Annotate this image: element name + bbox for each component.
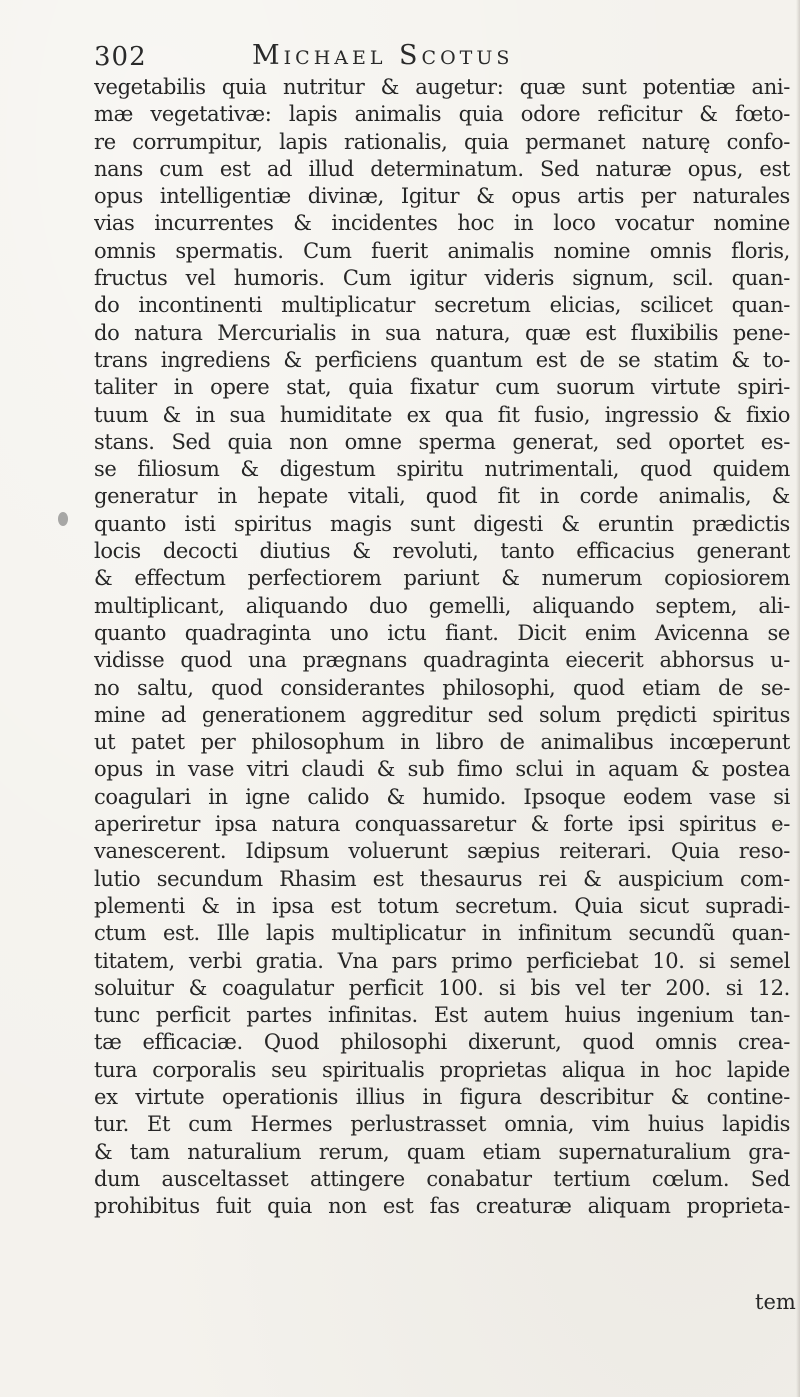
text-line: prohibitus fuit quia non est fas creaturæ aliquam proprieta- [94,1194,790,1219]
text-line: no saltu, quod considerantes philosophi, quod etiam de se- [94,675,790,700]
running-head [94,38,794,78]
text-line: multiplicant, aliquando duo gemelli, aliquando septem, ali- [94,593,790,618]
text-line: do natura Mercurialis in sua natura, quæ est fluxibilis pene- [94,320,790,345]
text-line: generatur in hepate vitali, quod fit in corde animalis, & [94,484,790,509]
text-line: tunc perficit partes infinitas. Est autem huius ingenium tan- [94,1003,790,1028]
text-line: se filiosum & digestum spiritu nutrimentali, quod quidem [94,457,790,482]
text-line: titatem, verbi gratia. Vna pars primo perficiebat 10. si semel [94,948,790,973]
text-line: omnis spermatis. Cum fuerit animalis nomine omnis floris, [94,238,790,263]
text-line: do incontinenti multiplicatur secretum elicias, scilicet quan- [94,293,790,318]
text-line: nans cum est ad illud determinatum. Sed naturæ opus, est [94,156,790,181]
text-line: mæ vegetativæ: lapis animalis quia odore reficitur & fœto- [94,102,790,127]
text-line: & effectum perfectiorem pariunt & numerum copiosiorem [94,566,790,591]
body-text [94,74,790,1220]
catchword: tem [755,1290,796,1314]
text-line: soluitur & coagulatur perficit 100. si bis vel ter 200. si 12. [94,975,790,1000]
text-line: & tam naturalium rerum, quam etiam supernaturalium gra- [94,1139,790,1164]
text-line: plementi & in ipsa est totum secretum. Quia sicut supradi- [94,893,790,918]
text-line: vegetabilis quia nutritur & augetur: quæ sunt potentiæ ani- [94,75,790,99]
text-line: locis decocti diutius & revoluti, tanto efficacius generant [94,539,790,564]
text-line: lutio secundum Rhasim est thesaurus rei & auspicium com- [94,866,790,891]
text-line: taliter in opere stat, quia fixatur cum suorum virtute spiri- [94,375,790,400]
text-line: fructus vel humoris. Cum igitur videris signum, scil. quan- [94,266,790,291]
text-line: trans ingrediens & perficiens quantum est de se statim & to- [94,347,790,372]
text-line: vias incurrentes & incidentes hoc in loco vocatur nomine [94,211,790,236]
text-line: dum ausceltasset attingere conabatur tertium cœlum. Sed [94,1166,790,1191]
text-line: aperiretur ipsa natura conquassaretur & forte ipsi spiritus e- [94,812,790,837]
text-line: tæ efficaciæ. Quod philosophi dixerunt, quod omnis crea- [94,1030,790,1055]
ink-blot [58,512,68,526]
text-line: opus intelligentiæ divinæ, Igitur & opus artis per naturales [94,184,790,209]
text-line: ctum est. Ille lapis multiplicatur in infinitum secundũ quan- [94,921,790,946]
text-line: vidisse quod una prægnans quadraginta eiecerit abhorsus u- [94,648,790,673]
text-line: vanescerent. Idipsum voluerunt sæpius reiterari. Quia reso- [94,839,790,864]
text-line: tuum & in sua humiditate ex qua fit fusio, ingressio & fixio [94,402,790,427]
running-title: Michael Scotus [252,40,514,71]
text-line: tura corporalis seu spiritualis proprietas aliqua in hoc lapide [94,1057,790,1082]
page-number: 302 [94,42,147,72]
text-line: opus in vase vitri claudi & sub fimo sclui in aquam & postea [94,757,790,782]
text-line: quanto quadraginta uno ictu fiant. Dicit enim Avicenna se [94,620,790,645]
text-line: mine ad generationem aggreditur sed solum prędicti spiritus [94,702,790,727]
text-line: tur. Et cum Hermes perlustrasset omnia, vim huius lapidis [94,1112,790,1137]
page-edge-shadow [796,0,800,1397]
text-line: ex virtute operationis illius in figura describitur & contine- [94,1084,790,1109]
text-line: coagulari in igne calido & humido. Ipsoque eodem vase si [94,784,790,809]
text-line: quanto isti spiritus magis sunt digesti & eruntin prædictis [94,511,790,536]
text-line: stans. Sed quia non omne sperma generat, sed oportet es- [94,429,790,454]
text-line: re corrumpitur, lapis rationalis, quia permanet naturę confo- [94,129,790,154]
text-line: ut patet per philosophum in libro de animalibus incœperunt [94,730,790,755]
